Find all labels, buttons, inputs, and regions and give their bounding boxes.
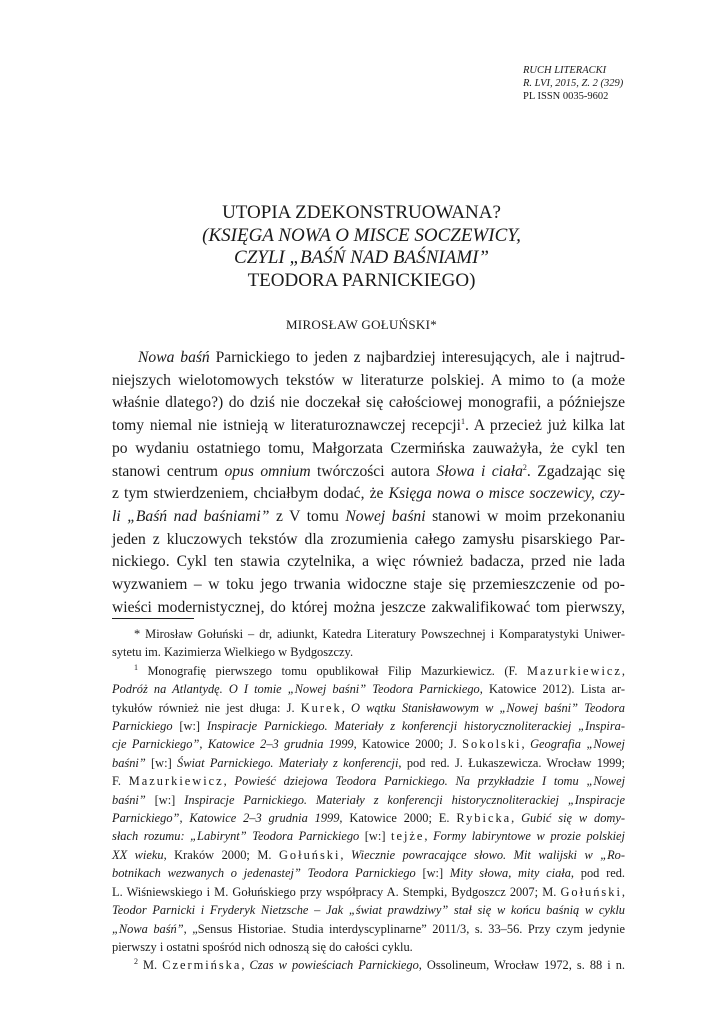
footnote-ref[interactable]: 2 [522, 462, 527, 472]
text-run: tomy niemal nie istnieją w literaturoznawczej recepcji [112, 417, 461, 435]
text-run: stanowi w moim przekonaniu [425, 507, 625, 525]
footnote-line [112, 717, 625, 735]
author-spaced: Gołuński [278, 847, 341, 862]
author-spaced: Mazurkiewicz [527, 663, 622, 678]
journal-header [523, 64, 623, 103]
author-spaced: Rybicka [456, 811, 512, 826]
work-title: Teodor Parnicki i Fryderyk Nietzsche – Jak „świat prawdziwy” stał się w końcu baśnią w cyklu [112, 903, 625, 918]
body-line [112, 347, 625, 370]
work-title: Księga nowa o misce soczewicy, czy- [388, 485, 625, 503]
text-run: . A przecież już kilka lat [464, 417, 625, 435]
text-run: , „Sensus Historiae. Studia interdyscyplinarne” 2011/3, s. 33–56. Przy czym jedynie [183, 921, 625, 936]
text-run: [w:] [172, 719, 207, 734]
footnote-line [112, 901, 625, 919]
footnote-line [112, 920, 625, 938]
text-run: , Katowice 2012). Lista ar- [479, 682, 625, 697]
footnote-1 [112, 662, 625, 680]
journal-volume: R. LVI, 2015, Z. 2 (329) [523, 78, 624, 89]
body-line: nickiego. Cykl ten stawia czytelnika, a więc również badacza, przed nie lada [112, 553, 625, 571]
footnote-line [112, 809, 625, 827]
text-run: , [521, 737, 531, 752]
text-run: [w:] [415, 866, 450, 881]
text-run: , Ossolineum, Wrocław 1972, s. 88 i n. [418, 958, 626, 973]
text-run: , [340, 847, 352, 862]
work-title: Gubić się w domy- [521, 811, 625, 826]
text-run: M. [138, 958, 163, 973]
footnote-star: sytetu im. Kazimierza Wielkiego w Bydgoszczy. [112, 645, 354, 660]
text-run: , [223, 774, 235, 789]
work-title: li „Baśń nad baśniami” [112, 507, 270, 525]
text-run: , [621, 663, 625, 678]
journal-issn: PL ISSN 0035-9602 [523, 91, 609, 102]
work-title: opus omnium [224, 462, 311, 480]
text-run: , [424, 829, 434, 844]
author-spaced: Mazurkiewicz [128, 774, 224, 789]
work-title: baśni” [112, 792, 146, 807]
footnote-line [112, 864, 625, 882]
footnote-line [112, 680, 625, 698]
author-spaced: tejże [391, 829, 425, 844]
work-title: słach rozumu: „Labirynt” Teodora Parnickiego [112, 829, 360, 844]
work-title: Mity słowa, mity ciała [449, 866, 571, 881]
text-run: , [621, 884, 625, 899]
title-line-4: TEODORA PARNICKIEGO) [247, 269, 476, 291]
text-run: tykułów również nie jest długa: J. [112, 700, 301, 715]
title-line-3: CZYLI „BAŚŃ NAD BAŚNIAMI” [234, 247, 489, 268]
text-run: [w:] [145, 792, 185, 807]
footnote-star: * Mirosław Gołuński – dr, adiunkt, Katedra Literatury Powszechnej i Komparatystyki Uniwer- [134, 627, 625, 641]
footnote-mark: 2 [134, 957, 138, 967]
body-text [112, 347, 625, 619]
body-line: wieści modernistycznej, do której można jeszcze zakwalifikować tom pierwszy, [112, 598, 625, 616]
text-run: [w:] [359, 829, 392, 844]
text-run: stanowi centrum [112, 462, 225, 480]
text-run: [w:] [145, 755, 178, 770]
footnote-line [112, 754, 625, 772]
title-line-2: (KSIĘGA NOWA O MISCE SOCZEWICY, [202, 224, 521, 246]
footnote-2 [112, 956, 625, 974]
work-title: Podróż na Atlantydę. O I tomie „Nowej baśni” Teodora Parnickiego [112, 682, 480, 697]
text-run: Monografię pierwszego tomu opublikował Filip Mazurkiewicz. (F. [138, 663, 528, 678]
work-title: „Nowa baśń” [112, 921, 184, 936]
body-line: wyzwaniem – w toku jego trwania widoczne staje się przemieszczenie od po- [112, 576, 625, 594]
article-title [90, 202, 633, 292]
work-title: botnikach wezwanych o jedenastej” Teodora Parnickiego [112, 866, 416, 881]
work-title: Powieść dziejowa Teodora Parnickiego. Na przykładzie I tomu „Nowej [234, 774, 626, 789]
work-title: Nowa baśń [138, 349, 210, 366]
text-run: F. [112, 774, 129, 789]
body-line: niejszych wielotomowych tekstów w literaturze polskiej. A mimo to (a może [112, 371, 625, 389]
footnote-line [112, 772, 625, 790]
footnote-line [112, 791, 625, 809]
author-spaced: Kurek [300, 700, 342, 715]
work-title: cje Parnickiego”, Katowice 2–3 grudnia 1999, [112, 737, 357, 752]
footnote-line [112, 827, 625, 845]
body-line [112, 506, 625, 529]
footnote-line [112, 699, 625, 717]
work-title: O wątku Stanisławowym w „Nowej baśni” Teodora [350, 700, 626, 715]
text-run: z V tomu [269, 507, 346, 525]
text-run: Parnickiego to jeden z najbardziej interesujących, ale i najtrud- [209, 349, 625, 366]
work-title: Nowej baśni [345, 507, 426, 525]
footnote-line: pierwszy i ostatni spośród nich odnoszą się do całości cyklu. [112, 939, 413, 954]
work-title: Inspiracje Parnickiego. Materiały z konferencji historycznoliterackiej „Inspiracje [184, 792, 625, 807]
footnotes [112, 625, 625, 975]
author-spaced: Sokolski [462, 737, 522, 752]
work-title: baśni” [112, 755, 146, 770]
text-run: , [341, 700, 351, 715]
body-line [112, 483, 625, 506]
work-title: Słowa i ciała [436, 462, 523, 480]
text-run: . Zgadzając się [526, 462, 626, 480]
text-run: Katowice 2000; E. [342, 811, 457, 826]
body-line: po wydaniu ostatniego tomu, Małgorzata Czermińska zauważyła, że cykl ten [112, 439, 625, 457]
work-title: Parnickiego [112, 719, 173, 734]
work-title: Geografia „Nowej [530, 737, 626, 752]
work-title: Formy labiryntowe w prozie polskiej [433, 829, 625, 844]
work-title: Wiecznie powracające słowo. Mit walijski w „Ro- [351, 847, 626, 862]
text-run: z tym stwierdzeniem, chciałbym dodać, że [112, 485, 389, 503]
work-title: Czas w powieściach Parnickiego [249, 958, 419, 973]
text-run: twórczości autora [310, 462, 437, 480]
author-spaced: Gołuński [560, 884, 622, 899]
work-title: Parnickiego”, Katowice 2–3 grudnia 1999, [112, 811, 343, 826]
title-line-1: UTOPIA ZDEKONSTRUOWANA? [222, 202, 501, 223]
footnote-line [112, 735, 625, 753]
text-run: L. Wiśniewskiego i M. Gołuńskiego przy współpracy A. Stempki, Bydgoszcz 2007; M. [112, 884, 561, 899]
text-run: Katowice 2000; J. [356, 737, 463, 752]
text-run: , pod red. [570, 866, 625, 881]
body-line: jeden z kluczowych tekstów dla zrozumienia całego zamysłu pisarskiego Par- [112, 530, 625, 548]
footnote-line [112, 883, 625, 901]
text-run: , pod red. J. Łukaszewicza. Wrocław 1999; [398, 755, 625, 770]
text-run: , Kraków 2000; M. [163, 847, 279, 862]
footnote-mark: 1 [134, 662, 138, 672]
footnote-line [112, 846, 625, 864]
body-line [112, 415, 625, 438]
text-run: , [241, 958, 250, 973]
footnote-divider [112, 618, 194, 619]
author-spaced: Czermińska [162, 958, 242, 973]
work-title: XX wieku [112, 847, 164, 862]
text-run: , [511, 811, 522, 826]
body-line: właśnie dlatego?) do dziś nie doczekał się całościowej monografii, a późniejsze [112, 394, 625, 412]
work-title: Inspiracje Parnickiego. Materiały z konferencji historycznoliterackiej „Inspira- [206, 719, 625, 734]
work-title: Świat Parnickiego. Materiały z konferencji [177, 755, 399, 770]
body-line [112, 461, 625, 484]
footnote-ref[interactable]: 1 [460, 416, 465, 426]
author-name: MIROSŁAW GOŁUŃSKI* [285, 317, 438, 332]
journal-name: RUCH LITERACKI [523, 65, 607, 76]
